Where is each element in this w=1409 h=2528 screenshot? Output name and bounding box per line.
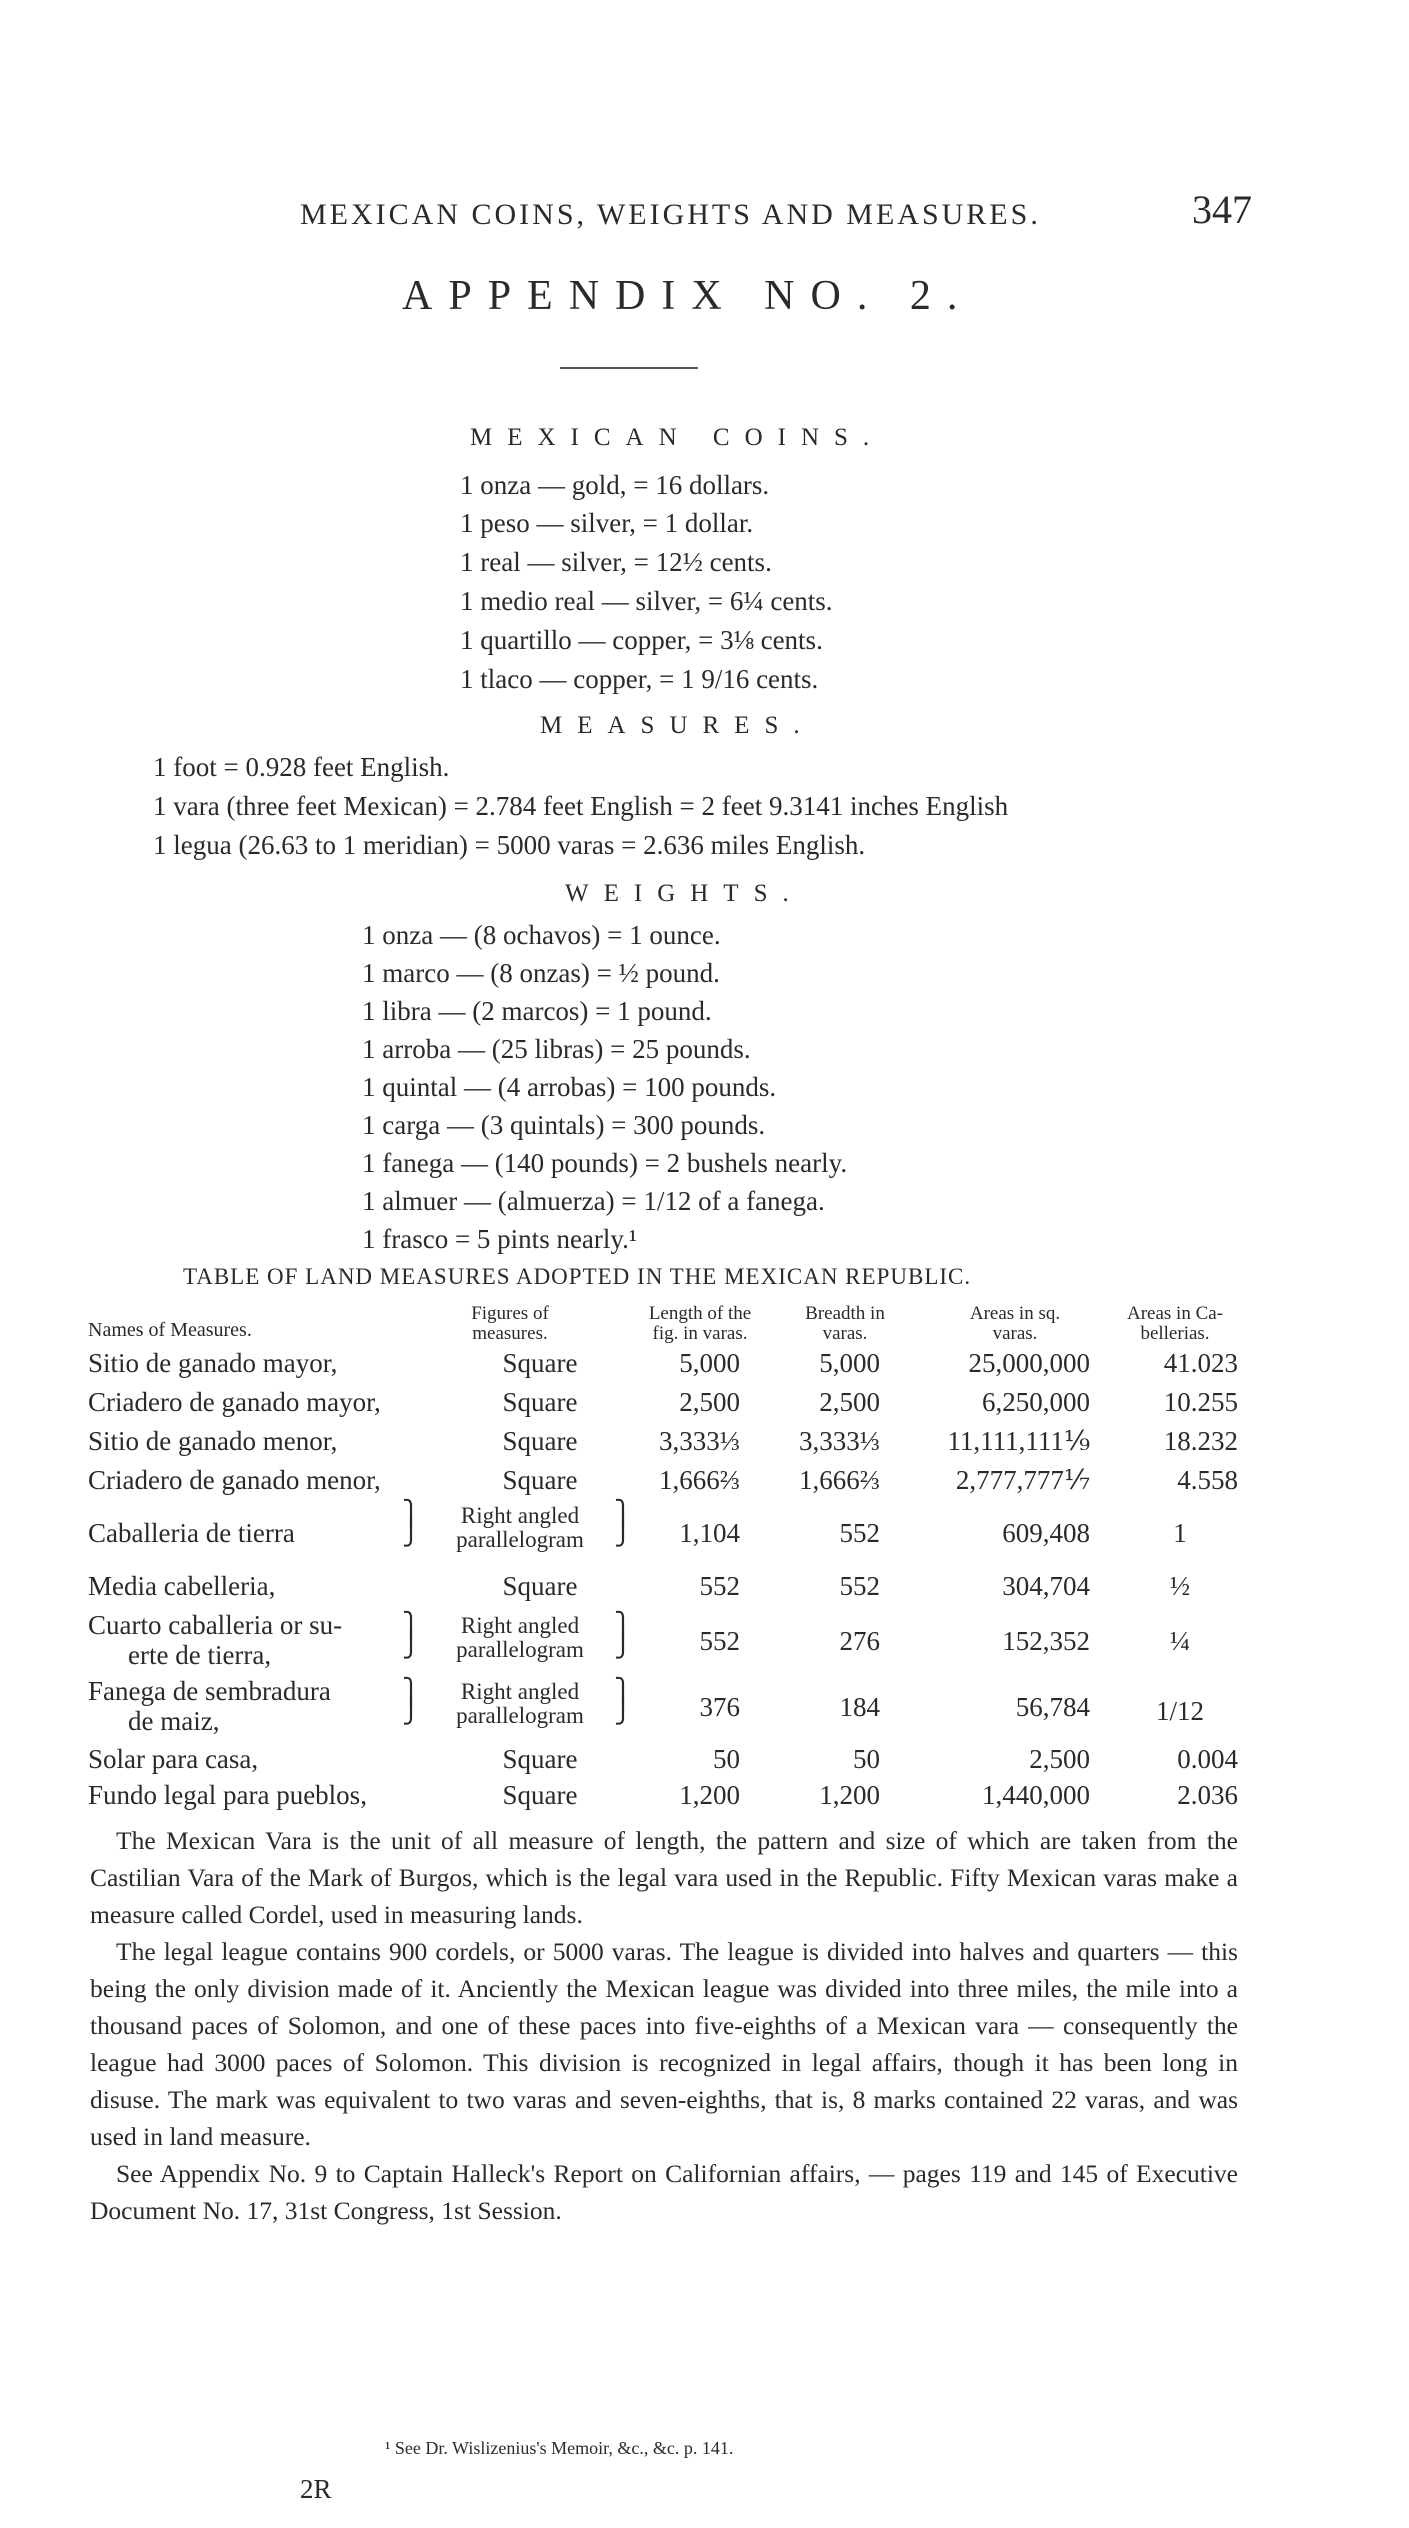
table-cell-figure: Square bbox=[502, 1348, 578, 1378]
table-title: TABLE OF LAND MEASURES ADOPTED IN THE MEXICAN REPUBLIC. bbox=[183, 1264, 972, 1289]
measure-line: 1 foot = 0.928 feet English. bbox=[153, 752, 450, 782]
weight-line: 1 almuer — (almuerza) = 1/12 of a fanega. bbox=[362, 1186, 825, 1216]
table-cell-caballerias: 41.023 bbox=[1163, 1348, 1238, 1378]
table-cell-name: Criadero de ganado menor, bbox=[88, 1465, 381, 1495]
measures-heading: MEASURES. bbox=[540, 712, 815, 739]
coins-heading: MEXICAN COINS. bbox=[470, 424, 885, 451]
table-cell-breadth: 552 bbox=[839, 1571, 880, 1601]
coin-line: 1 real — silver, = 12½ cents. bbox=[460, 547, 772, 577]
brace-right: ⎫ ⎭ bbox=[614, 1501, 632, 1547]
col-header-length: Length of the fig. in varas. bbox=[648, 1303, 752, 1344]
table-cell-breadth: 184 bbox=[839, 1692, 880, 1722]
table-cell-breadth: 552 bbox=[839, 1518, 880, 1548]
brace-left: ⎫ ⎭ bbox=[402, 1679, 420, 1725]
table-cell-area: 56,784 bbox=[1015, 1692, 1090, 1722]
table-cell-name: Criadero de ganado mayor, bbox=[88, 1387, 381, 1417]
col-header-names: Names of Measures. bbox=[88, 1319, 252, 1341]
paragraph: The Mexican Vara is the unit of all measure of length, the pattern and size of which are taken from the Castilian Vara of the Mark of Burgos, which is the legal vara used in the Republic. Fifty Mexican varas make a measure called Cordel, used in measuring lands. bbox=[90, 1826, 1238, 1929]
table-cell-length: 3,333⅓ bbox=[659, 1426, 740, 1456]
table-cell-length: 552 bbox=[699, 1626, 740, 1656]
weight-line: 1 quintal — (4 arrobas) = 100 pounds. bbox=[362, 1072, 777, 1102]
table-cell-name: Caballeria de tierra bbox=[88, 1518, 295, 1548]
page-number: 347 bbox=[1192, 187, 1252, 232]
table-cell-caballerias: ¼ bbox=[1169, 1626, 1191, 1656]
table-cell-caballerias: 10.255 bbox=[1163, 1387, 1238, 1417]
col-header-breadth: Breadth in varas. bbox=[805, 1303, 885, 1344]
weight-line: 1 onza — (8 ochavos) = 1 ounce. bbox=[362, 920, 721, 950]
table-cell-length: 376 bbox=[699, 1692, 740, 1722]
table-cell-breadth: 5,000 bbox=[819, 1348, 880, 1378]
table-cell-length: 1,104 bbox=[679, 1518, 740, 1548]
table-cell-area: 11,111,111⅑ bbox=[947, 1426, 1090, 1456]
weight-line: 1 fanega — (140 pounds) = 2 bushels nearly. bbox=[362, 1148, 848, 1178]
table-cell-breadth: 50 bbox=[853, 1744, 880, 1774]
table-cell-caballerias: 1/12 bbox=[1155, 1696, 1204, 1726]
table-cell-length: 2,500 bbox=[679, 1387, 740, 1417]
weight-line: 1 libra — (2 marcos) = 1 pound. bbox=[362, 996, 712, 1026]
table-cell-name: Fanega de sembradura de maiz, bbox=[88, 1676, 331, 1736]
table-cell-length: 50 bbox=[713, 1744, 740, 1774]
table-cell-area: 25,000,000 bbox=[968, 1348, 1090, 1378]
table-cell-caballerias: 4.558 bbox=[1177, 1465, 1238, 1495]
table-cell-length: 5,000 bbox=[679, 1348, 740, 1378]
table-cell-figure: Square bbox=[502, 1744, 578, 1774]
table-cell-figure: Square bbox=[502, 1387, 578, 1417]
running-header: MEXICAN COINS, WEIGHTS AND MEASURES. bbox=[300, 198, 1041, 231]
table-cell-caballerias: 2.036 bbox=[1177, 1780, 1238, 1810]
measure-line: 1 legua (26.63 to 1 meridian) = 5000 varas = 2.636 miles English. bbox=[153, 830, 866, 860]
table-cell-area: 1,440,000 bbox=[982, 1780, 1090, 1810]
table-cell-figure: Square bbox=[502, 1571, 578, 1601]
table-cell-figure: Right angled parallelogram bbox=[456, 1679, 584, 1728]
paragraph: The legal league contains 900 cordels, or 5000 varas. The league is divided into halves and quarters — this being the only division made of it. Anciently the Mexican league was divided into three miles, the mile into a thousand paces of Solomon, and one of these paces into five-eighths of a Mexican vara — consequently the league had 3000 paces of Solomon. This division is recognized in legal affairs, though it has been long in disuse. The mark was equivalent to two varas and seven-eighths, that is, 8 marks contained 22 varas, and was used in land measure. bbox=[90, 1937, 1238, 2151]
table-cell-figure: Right angled parallelogram bbox=[456, 1503, 584, 1552]
table-cell-name: Media cabelleria, bbox=[88, 1571, 276, 1601]
weight-line: 1 frasco = 5 pints nearly.¹ bbox=[362, 1224, 637, 1254]
table-cell-breadth: 276 bbox=[839, 1626, 880, 1656]
table-cell-area: 152,352 bbox=[1002, 1626, 1090, 1656]
weight-line: 1 marco — (8 onzas) = ½ pound. bbox=[362, 958, 720, 988]
table-cell-figure: Right angled parallelogram bbox=[456, 1613, 584, 1662]
measure-line: 1 vara (three feet Mexican) = 2.784 feet English = 2 feet 9.3141 inches English bbox=[153, 791, 1009, 821]
table-cell-name: Fundo legal para pueblos, bbox=[88, 1780, 367, 1810]
table-cell-area: 6,250,000 bbox=[982, 1387, 1090, 1417]
title-rule bbox=[560, 367, 698, 369]
table-cell-area: 2,500 bbox=[1029, 1744, 1090, 1774]
table-cell-figure: Square bbox=[502, 1465, 578, 1495]
brace-left: ⎫ ⎭ bbox=[402, 1501, 420, 1547]
coin-line: 1 peso — silver, = 1 dollar. bbox=[460, 508, 754, 538]
weight-line: 1 carga — (3 quintals) = 300 pounds. bbox=[362, 1110, 766, 1140]
table-cell-name: Sitio de ganado menor, bbox=[88, 1426, 338, 1456]
table-cell-breadth: 1,666⅔ bbox=[799, 1465, 880, 1495]
paragraph: See Appendix No. 9 to Captain Halleck's Report on Californian affairs, — pages 119 and 145 of Executive Document No. 17, 31st Congress, 1st Session. bbox=[90, 2159, 1238, 2225]
footnote: ¹ See Dr. Wislizenius's Memoir, &c., &c. p. 141. bbox=[385, 2438, 734, 2458]
table-cell-length: 1,666⅔ bbox=[659, 1465, 740, 1495]
table-cell-area: 2,777,777⅐ bbox=[955, 1465, 1090, 1495]
col-header-figures: Figures of measures. bbox=[471, 1303, 549, 1344]
table-cell-area: 609,408 bbox=[1002, 1518, 1090, 1548]
table-cell-name: Cuarto caballeria or su- erte de tierra, bbox=[88, 1610, 343, 1670]
table-cell-breadth: 3,333⅓ bbox=[799, 1426, 880, 1456]
appendix-title: APPENDIX NO. 2. bbox=[402, 273, 974, 319]
table-cell-area: 304,704 bbox=[1002, 1571, 1090, 1601]
body-text bbox=[90, 1822, 1238, 2229]
col-header-areas-varas: Areas in sq. varas. bbox=[969, 1303, 1061, 1344]
col-header-areas-caballerias: Areas in Ca- bellerias. bbox=[1126, 1303, 1224, 1344]
brace-right: ⎫ ⎭ bbox=[614, 1679, 632, 1725]
coin-line: 1 onza — gold, = 16 dollars. bbox=[460, 470, 770, 500]
table-cell-length: 552 bbox=[699, 1571, 740, 1601]
coin-line: 1 quartillo — copper, = 3⅛ cents. bbox=[460, 625, 823, 655]
table-cell-caballerias: ½ bbox=[1169, 1571, 1191, 1601]
table-cell-caballerias: 0.004 bbox=[1177, 1744, 1238, 1774]
brace-left: ⎫ ⎭ bbox=[402, 1613, 420, 1659]
weight-line: 1 arroba — (25 libras) = 25 pounds. bbox=[362, 1034, 751, 1064]
weights-heading: WEIGHTS. bbox=[565, 880, 804, 907]
brace-right: ⎫ ⎭ bbox=[614, 1613, 632, 1659]
table-cell-breadth: 2,500 bbox=[819, 1387, 880, 1417]
table-cell-caballerias: 1 bbox=[1173, 1518, 1187, 1548]
table-cell-figure: Square bbox=[502, 1780, 578, 1810]
table-cell-name: Solar para casa, bbox=[88, 1744, 259, 1774]
signature-mark: 2R bbox=[300, 2474, 332, 2504]
table-cell-length: 1,200 bbox=[679, 1780, 740, 1810]
coin-line: 1 tlaco — copper, = 1 9/16 cents. bbox=[460, 664, 819, 694]
table-cell-figure: Square bbox=[502, 1426, 578, 1456]
table-cell-caballerias: 18.232 bbox=[1163, 1426, 1238, 1456]
table-cell-breadth: 1,200 bbox=[819, 1780, 880, 1810]
coin-line: 1 medio real — silver, = 6¼ cents. bbox=[460, 586, 833, 616]
table-cell-name: Sitio de ganado mayor, bbox=[88, 1348, 338, 1378]
